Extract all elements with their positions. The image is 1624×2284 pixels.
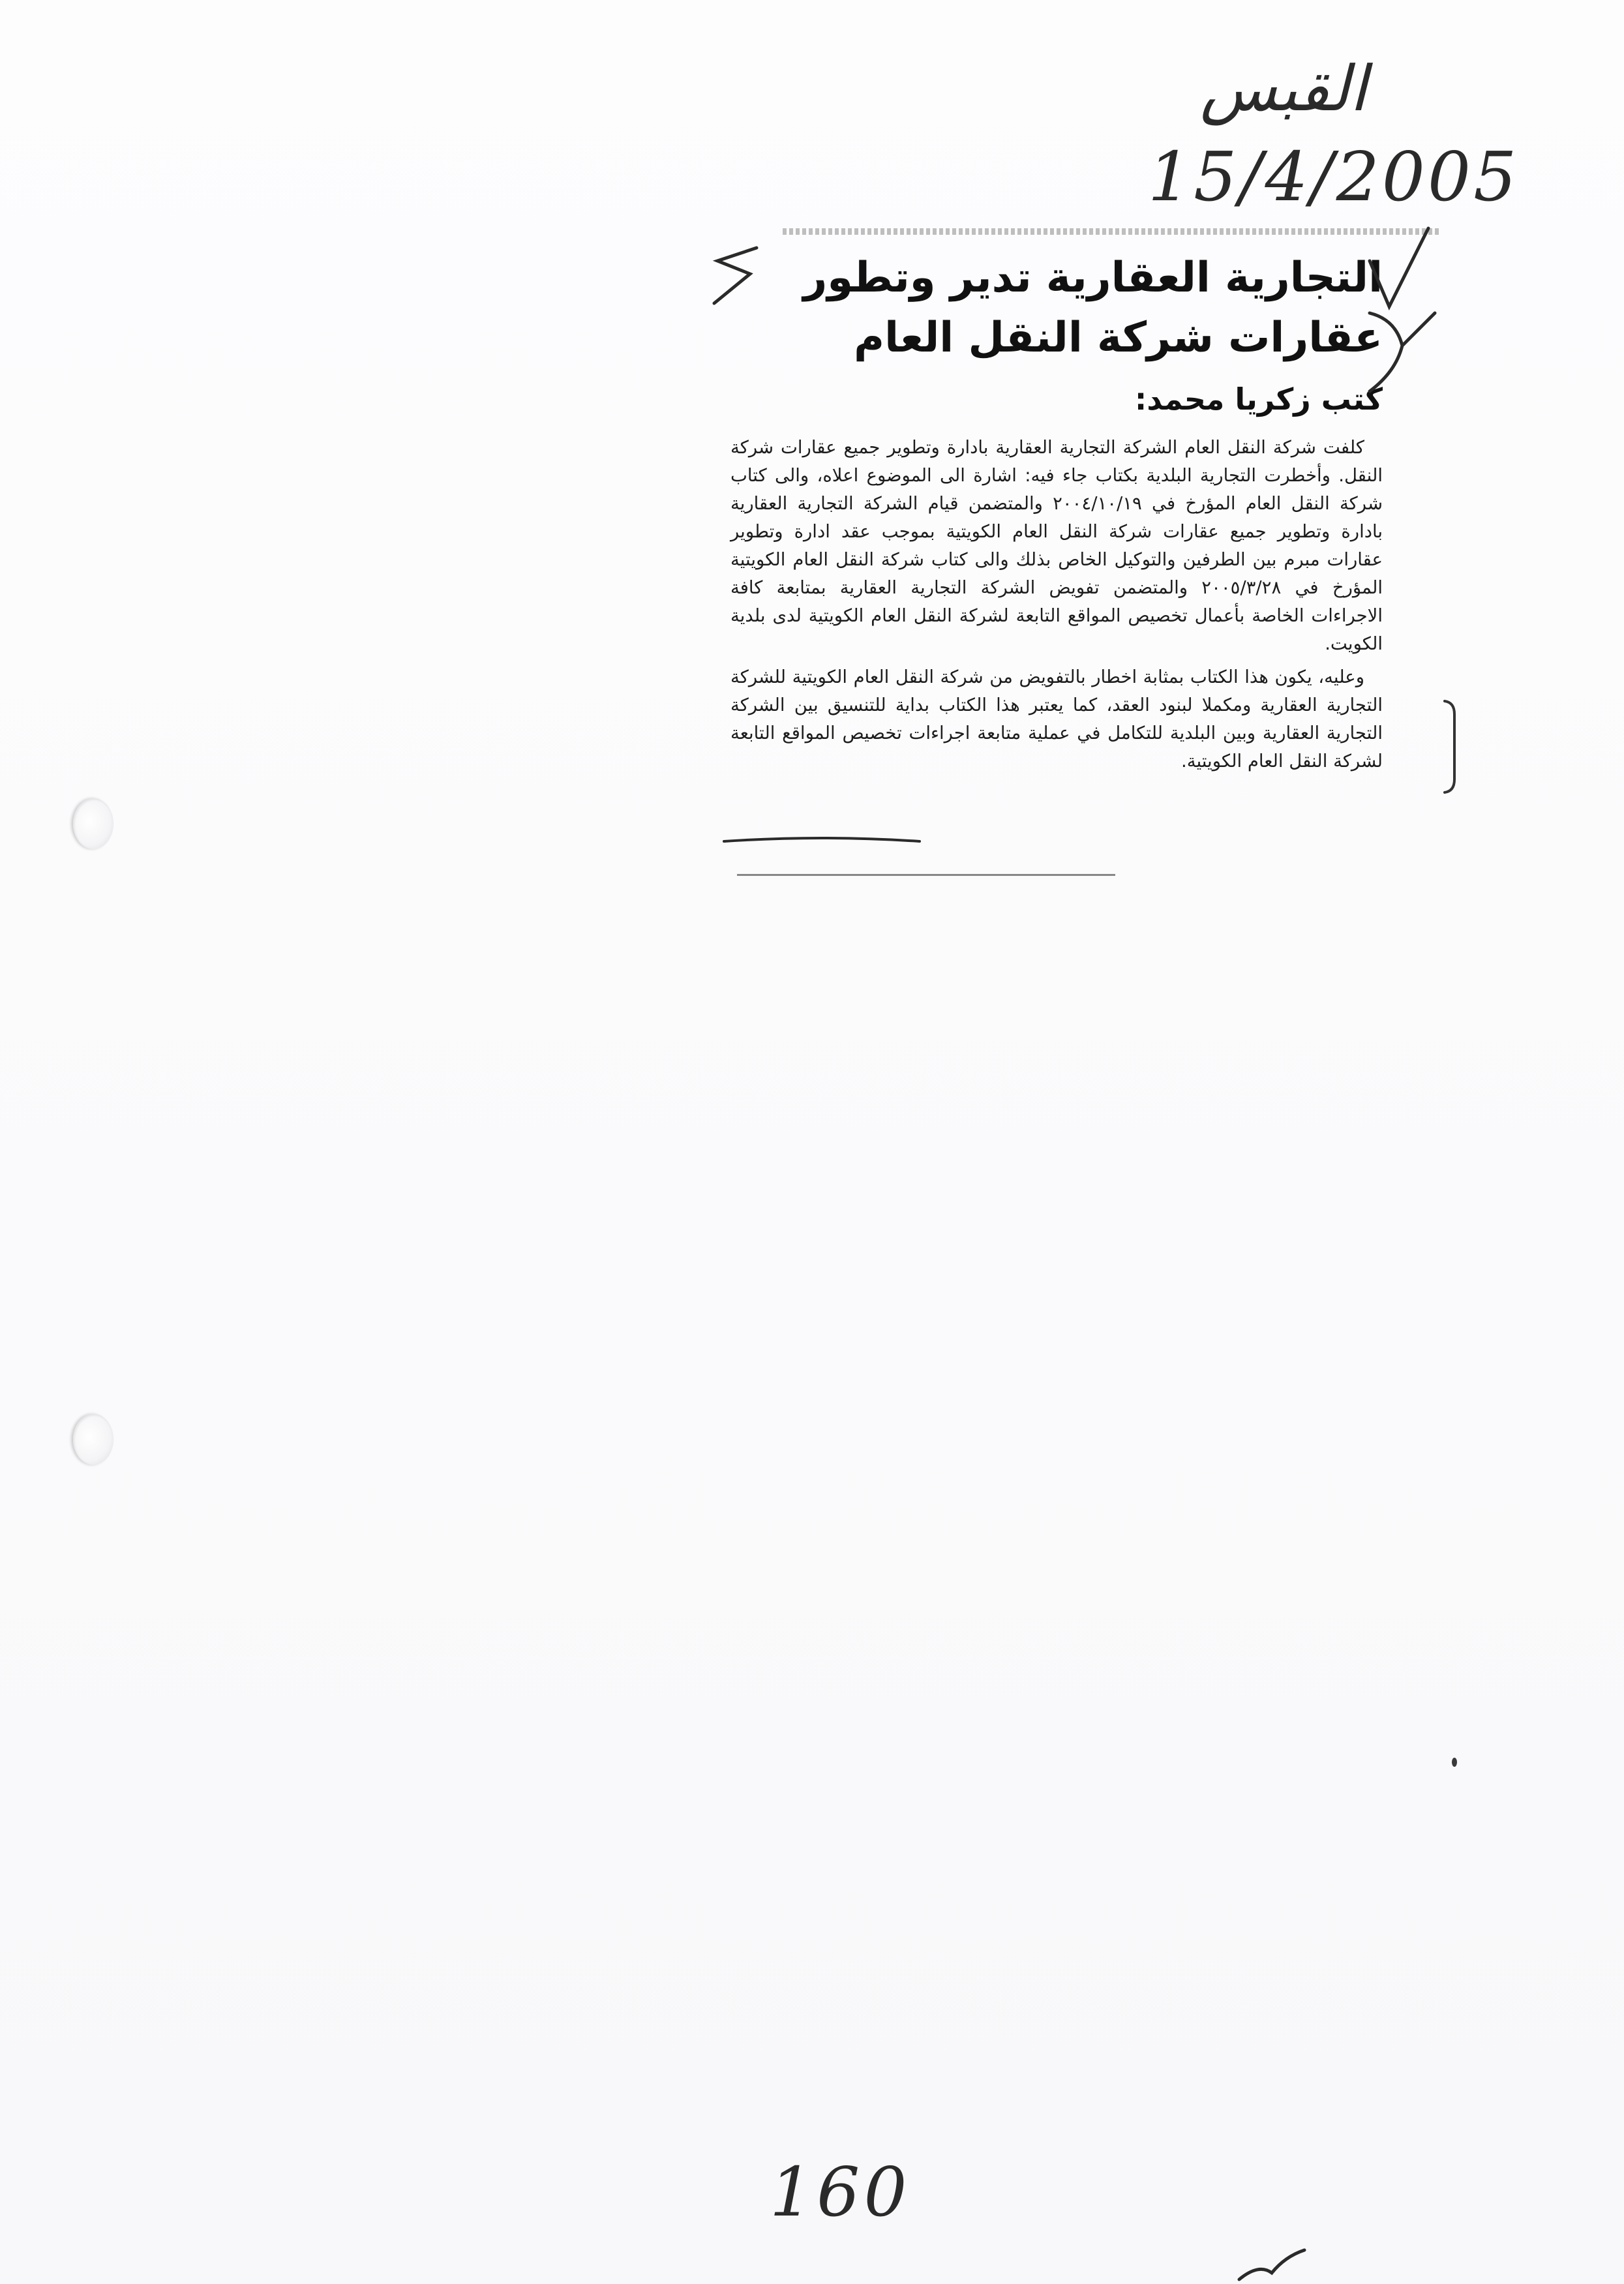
clipping-bottom-border (737, 874, 1115, 876)
binder-hole (73, 1414, 113, 1465)
binder-hole (73, 798, 113, 849)
headline-line-2: عقارات شركة النقل العام (854, 314, 1383, 362)
bracket-mark-icon (704, 241, 763, 313)
handwritten-source-name: القبس (1200, 52, 1367, 125)
newspaper-clipping (724, 228, 1402, 880)
article-body (730, 434, 1383, 781)
handwritten-date: 15/4/2005 (1148, 137, 1520, 217)
handwritten-page-number: 160 (770, 2152, 911, 2232)
corner-stroke-icon (1233, 2244, 1311, 2284)
headline-line-1: التجارية العقارية تدير وتطور (803, 254, 1383, 302)
underline-mark-icon (717, 832, 926, 851)
article-paragraph: كلفت شركة النقل العام الشركة التجارية العقارية بادارة وتطوير جميع عقارات شركة النقل. وأخطرت التجارية البلدية بكتاب جاء فيه: اشارة الى الموضوع اعلاه، والى كتاب شركة النقل العام المؤرخ في ٢٠٠٤/١٠/١٩ والمتضمن قيام الشركة التجارية العقارية بادارة وتطوير جميع عقارات شركة النقل العام الكويتية بموجب عقد ادارة وتطوير عقارات مبرم بين الطرفين والتوكيل الخاص بذلك والى كتاب شركة النقل العام الكويتية المؤرخ في ٢٠٠٥/٣/٢٨ والمتضمن تفويض الشركة التجارية العقارية بمتابعة كافة الاجراءات الخاصة بأعمال تخصيص المواقع التابعة لشركة النقل العام الكويتية لدى بلدية الكويت. (730, 437, 1383, 654)
clipping-top-border (783, 228, 1441, 235)
article-paragraph: وعليه، يكون هذا الكتاب بمثابة اخطار بالتفويض من شركة النقل العام الكويتية للشركة التجارية العقارية ومكملا لبنود العقد، كما يعتبر هذا الكتاب بداية للتنسيق بين الشركة التجارية العقارية وبين البلدية للتكامل في عملية متابعة اجراءات تخصيص المواقع التابعة لشركة النقل العام الكويتية. (730, 667, 1383, 772)
bracket-mark-icon (1438, 695, 1464, 799)
byline: كتب زكريا محمد: (1134, 382, 1383, 417)
pen-dot (1452, 1758, 1457, 1767)
headline (730, 248, 1383, 368)
checkmark-icon (1357, 300, 1448, 430)
